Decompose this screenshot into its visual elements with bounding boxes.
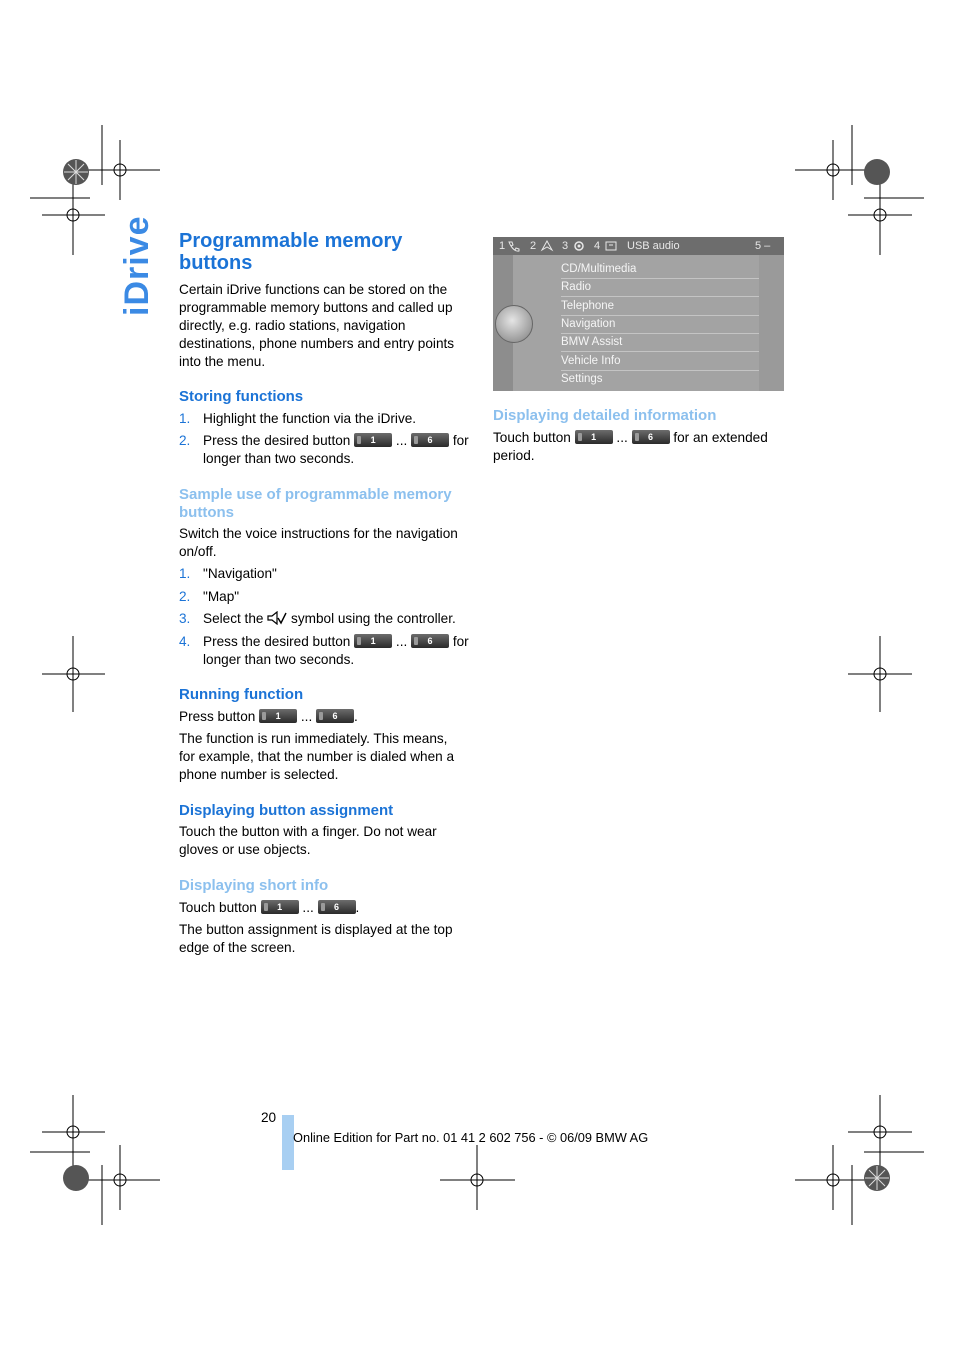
usb-audio-icon (604, 240, 618, 252)
running-button-line-text (179, 708, 469, 726)
memory-button-bar (493, 237, 784, 255)
menu-item-cd-multimedia: CD/Multimedia (561, 261, 766, 279)
line-pre: Touch button (179, 900, 257, 915)
sample-step-1 (179, 565, 474, 583)
page-title-block (179, 230, 419, 274)
memory-button-1-icon: 1 (354, 634, 392, 648)
controller-knob-icon (495, 305, 533, 343)
assignment-text: Touch the button with a finger. Do not wear gloves or use objects. (179, 824, 437, 857)
storing-step-1 (179, 410, 474, 428)
assignment-text-block (179, 823, 464, 859)
running-text: The function is run immediately. This means, for example, that the number is dialed when a phone number is selected. (179, 731, 455, 782)
detailed-section-heading-block (493, 407, 788, 425)
short-info-text-block (179, 921, 469, 957)
detailed-section-heading: Displaying detailed information (493, 407, 717, 424)
idrive-screen-image (493, 237, 784, 391)
step-text-pre: Select the (203, 611, 264, 626)
menu-item-telephone: Telephone (561, 298, 766, 316)
running-text-block (179, 730, 464, 784)
menu-item-navigation: Navigation (561, 316, 766, 334)
sample-step-2 (179, 588, 474, 606)
storing-section-heading-block (179, 388, 469, 406)
chapter-side-tab (118, 215, 158, 318)
step-number: 2. (179, 433, 191, 448)
memory-button-6-icon: 6 (318, 900, 356, 914)
step-text-post: symbol using the controller. (291, 611, 456, 626)
menu-item-radio: Radio (561, 279, 766, 297)
step-text: "Map" (203, 589, 240, 604)
line-pre: Touch button (493, 430, 571, 445)
phone-icon (507, 240, 521, 252)
step-number: 1. (179, 411, 191, 426)
voice-output-speaker-icon (267, 611, 287, 625)
slot-3-number: 3 (562, 240, 569, 252)
slot-4-label: USB audio (627, 240, 680, 252)
memory-button-6-icon: 6 (411, 433, 449, 447)
memory-button-1-icon: 1 (259, 709, 297, 723)
sample-step-4 (179, 633, 474, 669)
memory-button-6-icon: 6 (632, 430, 670, 444)
line-post: . (354, 709, 358, 724)
step-text: "Navigation" (203, 566, 277, 581)
step-text-post: for longer than two seconds. (203, 634, 469, 667)
screen-right-edge (759, 255, 784, 391)
ellipsis: ... (395, 433, 408, 448)
short-info-button-line-text (179, 899, 469, 917)
step-text-post: for longer than two seconds. (203, 433, 469, 466)
intro-paragraph: Certain iDrive functions can be stored on the programmable memory buttons and called up directly, e.g. radio stations, navigation destinations, phone numbers and entry points into the menu. (179, 282, 455, 369)
memory-button-1-icon: 1 (261, 900, 299, 914)
menu-item-settings: Settings (561, 373, 603, 385)
detailed-button-line-text (493, 429, 785, 465)
page-title: Programmable memory buttons (179, 230, 403, 274)
page-number: 20 (261, 1110, 277, 1125)
memory-button-1-icon: 1 (575, 430, 613, 444)
short-info-section-heading: Displaying short info (179, 877, 329, 894)
ellipsis: ... (300, 709, 313, 724)
sample-section-heading-block (179, 486, 474, 522)
running-section-heading-block (179, 686, 469, 704)
step-text: Highlight the function via the iDrive. (203, 411, 417, 426)
intro-paragraph-block (179, 281, 469, 371)
line-post: . (355, 900, 360, 915)
step-number: 3. (179, 611, 191, 626)
footer-edition-text: Online Edition for Part no. 01 41 2 602 756 - © 06/09 BMW AG (293, 1130, 649, 1145)
menu-item-bmw-assist: BMW Assist (561, 334, 766, 352)
assignment-section-heading: Displaying button assignment (179, 802, 394, 819)
memory-button-6-icon: 6 (411, 634, 449, 648)
sample-intro: Switch the voice instructions for the navigation on/off. (179, 526, 458, 559)
step-text (203, 610, 483, 628)
running-button-line (179, 708, 469, 726)
navigation-icon (540, 240, 554, 252)
step-text-pre: Press the desired button (203, 433, 351, 448)
menu-item-vehicle-info: Vehicle Info (561, 353, 766, 371)
slot-2-number: 2 (530, 240, 537, 252)
sample-section-heading: Sample use of programmable memory buttons (179, 486, 452, 521)
short-info-section-heading-block (179, 877, 469, 895)
running-section-heading: Running function (179, 686, 304, 703)
short-info-text: The button assignment is displayed at the top edge of the screen. (179, 922, 453, 955)
step-number: 2. (179, 589, 191, 604)
ellipsis: ... (616, 430, 628, 445)
sample-intro-block (179, 525, 471, 561)
memory-button-1-icon: 1 (354, 433, 392, 447)
main-menu (513, 255, 763, 391)
step-number: 1. (179, 566, 191, 581)
step-number: 4. (179, 634, 191, 649)
line-pre: Press button (179, 709, 256, 724)
step-text-pre: Press the desired button (203, 634, 351, 649)
slot-1-number: 1 (499, 240, 506, 252)
sample-step-3 (179, 610, 474, 628)
assignment-section-heading-block (179, 802, 469, 820)
ellipsis: ... (395, 634, 408, 649)
slot-4-number: 4 (594, 240, 601, 252)
storing-step-2 (179, 432, 474, 468)
storing-section-heading: Storing functions (179, 388, 304, 405)
slot-5-number: 5 – (755, 240, 771, 252)
ellipsis: ... (302, 900, 314, 915)
settings-gear-icon (572, 239, 586, 253)
chapter-side-tab-label: iDrive (118, 215, 156, 316)
short-info-button-line (179, 899, 469, 917)
step-text (203, 633, 473, 669)
step-text (203, 432, 473, 468)
line-post: for an extended period. (493, 430, 768, 463)
detailed-button-line (493, 429, 785, 465)
memory-button-6-icon: 6 (316, 709, 354, 723)
